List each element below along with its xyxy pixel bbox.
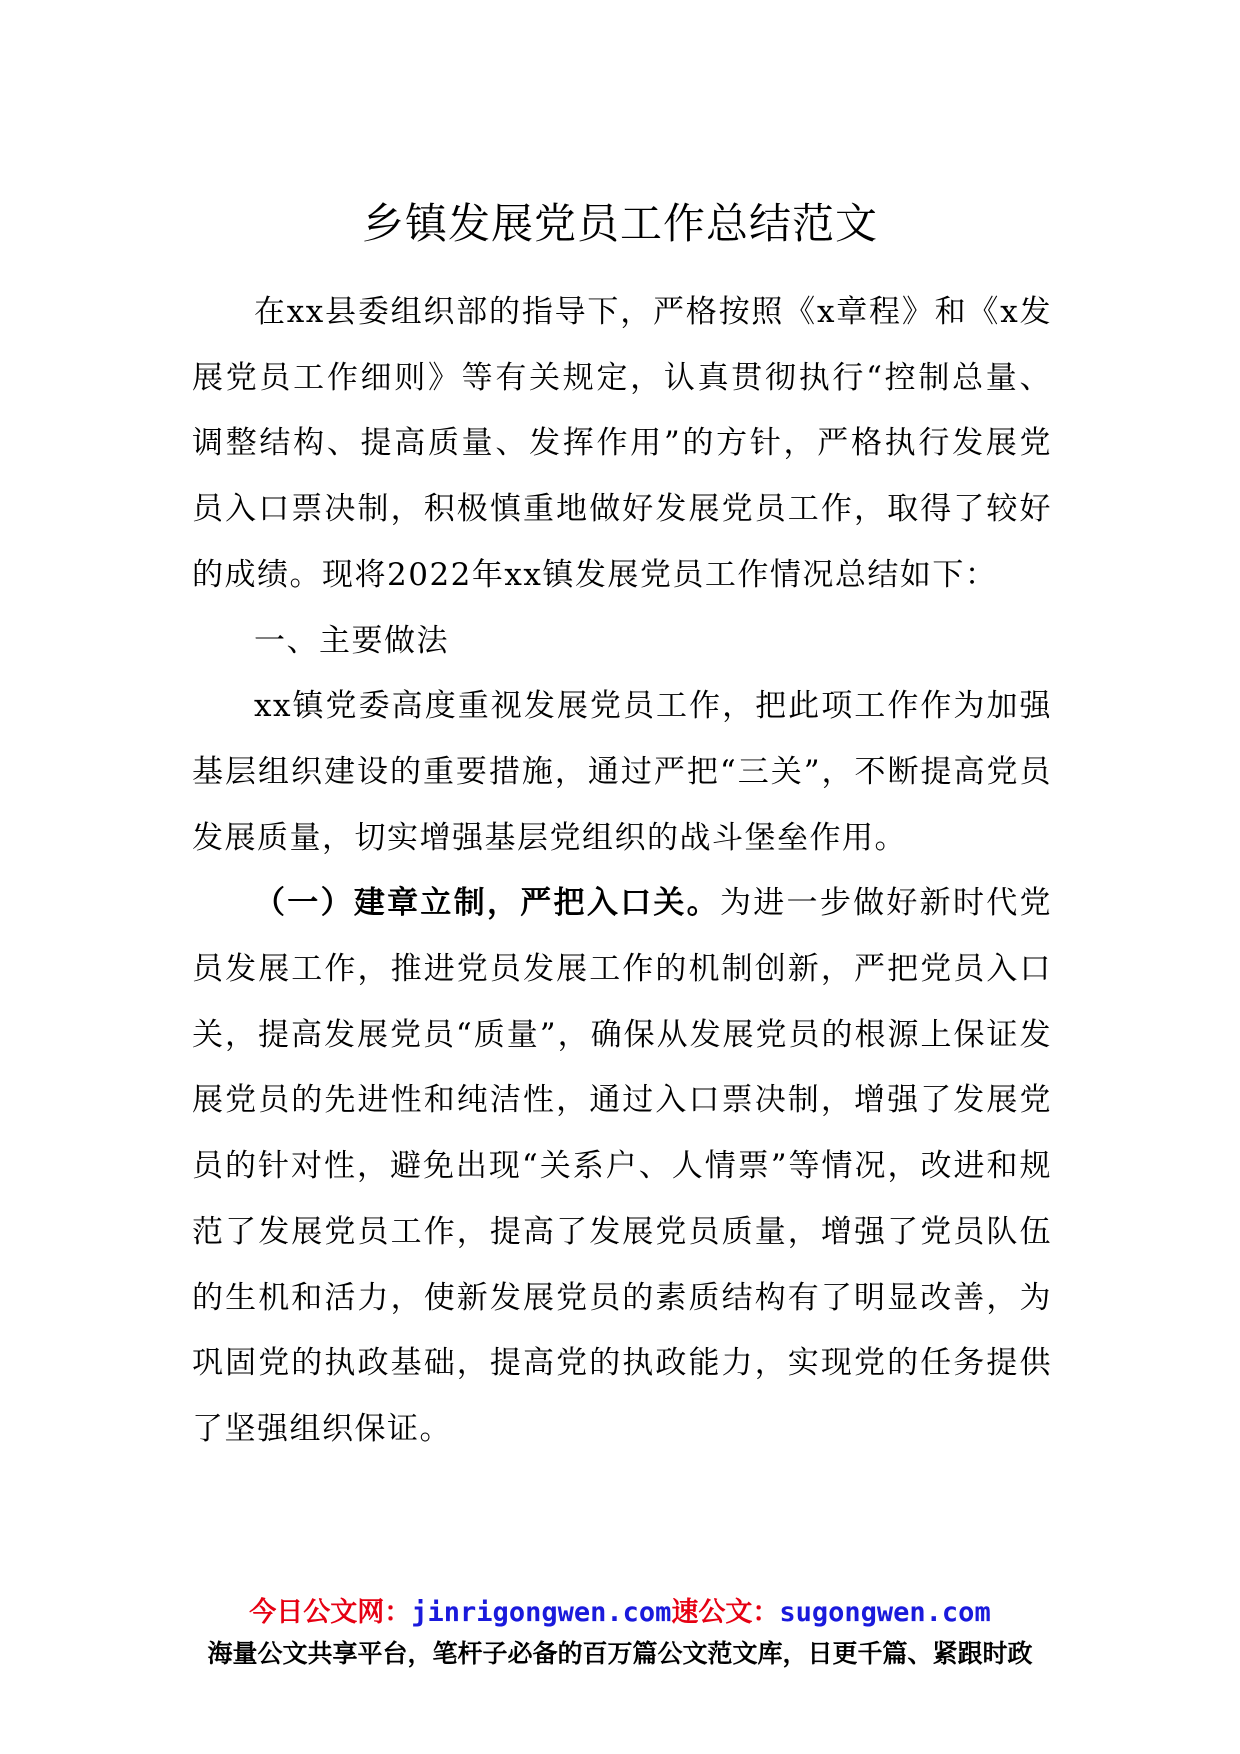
subsection-lead: （一）建章立制，严把入口关。 bbox=[254, 885, 720, 922]
subsection-text: 为进一步做好新时代党员发展工作，推进党员发展工作的机制创新，严把党员入口关，提高发展党员“质量”，确保从发展党员的根源上保证发展党员的先进性和纯洁性，通过入口票决制，增强了发展党员的针对性，避免出现“关系户、人情票”等情况，改进和规范了发展党员工作，提高了发展党员质量，增强了党员队伍的生机和活力，使新发展党员的素质结构有了明显改善，为巩固党的执政基础，提高党的执政能力，实现党的任务提供了坚强组织保证。 bbox=[192, 885, 1053, 1447]
site1-link[interactable]: jinrigongwen.com bbox=[411, 1597, 672, 1628]
section-heading-main-practices: 一、主要做法 bbox=[254, 622, 449, 659]
footer-banner bbox=[0, 1594, 1240, 1672]
site2-link[interactable]: sugongwen.com bbox=[779, 1597, 991, 1628]
footer-tagline: 海量公文共享平台，笔杆子必备的百万篇公文范文库，日更千篇、紧跟时政 bbox=[207, 1639, 1033, 1668]
site1-name: 今日公文网： bbox=[249, 1597, 412, 1628]
section-intro-paragraph: xx镇党委高度重视发展党员工作，把此项工作作为加强基层组织建设的重要措施，通过严把“三关”，不断提高党员发展质量，切实增强基层党组织的战斗堡垒作用。 bbox=[192, 688, 1052, 856]
footer-sites bbox=[0, 1594, 1240, 1632]
subsection-paragraph bbox=[192, 871, 1052, 1462]
site2-name: 速公文： bbox=[671, 1597, 780, 1628]
intro-paragraph: 在xx县委组织部的指导下，严格按照《x章程》和《x发展党员工作细则》等有关规定，认真贯彻执行“控制总量、调整结构、提高质量、发挥作用”的方针，严格执行发展党员入口票决制，积极慎重地做好发展党员工作，取得了较好的成绩。现将2022年xx镇发展党员工作情况总结如下： bbox=[192, 294, 1052, 593]
document-title: 乡镇发展党员工作总结范文 bbox=[361, 199, 878, 248]
document-body bbox=[192, 280, 1052, 1463]
